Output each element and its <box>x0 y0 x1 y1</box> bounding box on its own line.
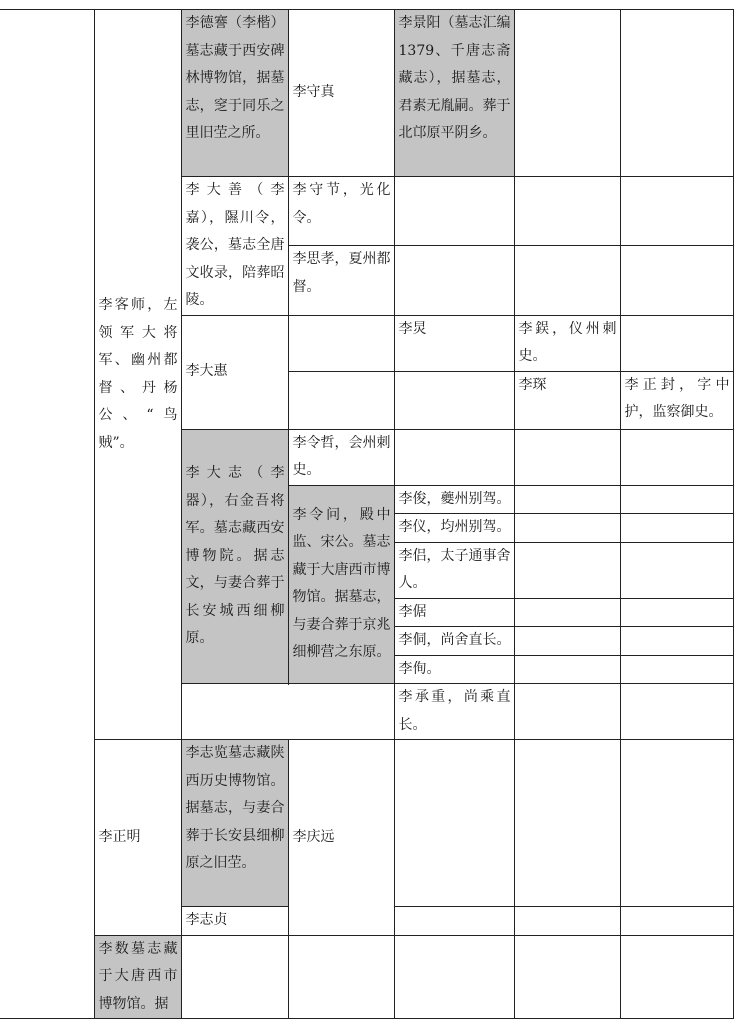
empty-cell <box>620 246 733 315</box>
empty-cell <box>514 177 620 246</box>
empty-cell <box>394 907 514 936</box>
cell-li-shoujie: 李守节，光化令。 <box>288 177 394 246</box>
cell-li-lingzhe: 李令哲，会州刺史。 <box>288 429 394 485</box>
empty-cell <box>394 740 514 907</box>
cell-li-shu: 李数墓志藏于大唐西市博物馆。据 <box>94 935 181 1019</box>
empty-cell <box>514 598 620 627</box>
cell-li-yi: 李仪，均州别驾。 <box>394 514 514 543</box>
empty-cell <box>514 655 620 684</box>
empty-cell <box>620 627 733 656</box>
empty-cell <box>288 371 394 429</box>
cell-li-tong: 李侗，尚舍直长。 <box>394 627 514 656</box>
genealogy-table <box>0 9 734 1019</box>
cell-li-zhengfeng: 李正封，字中护，监察御史。 <box>620 371 733 429</box>
cell-li-ju: 李倨 <box>394 598 514 627</box>
cell-li-dashan: 李大善（李嘉），隰川令，袭公，墓志全唐文收录，陪葬昭陵。 <box>181 177 288 316</box>
cell-li-jingyang: 李景阳（墓志汇编1379、千唐志斋藏志），据墓志，君素无胤嗣。葬于北邙原平阴乡。 <box>394 10 514 177</box>
empty-cell <box>620 485 733 514</box>
cell-li-zhizhen: 李志贞 <box>181 907 288 936</box>
empty-cell <box>514 627 620 656</box>
empty-cell <box>514 684 620 740</box>
cell-li-xun: 李侚。 <box>394 655 514 684</box>
cell-li-sixiao: 李思孝，夏州都督。 <box>288 246 394 315</box>
empty-cell <box>514 246 620 315</box>
empty-cell <box>514 740 620 907</box>
empty-cell <box>620 935 733 1019</box>
margin-cell <box>0 10 94 1019</box>
table-row <box>0 740 733 907</box>
cell-li-zhao: 李侣，太子通事舍人。 <box>394 542 514 598</box>
empty-cell <box>620 177 733 246</box>
empty-cell <box>620 514 733 543</box>
cell-li-deqian: 李德謇（李楷）墓志藏于西安碑林博物馆，据墓志，窆于同乐之里旧茔之所。 <box>181 10 288 177</box>
empty-cell <box>514 10 620 177</box>
empty-cell <box>181 935 288 1019</box>
cell-li-zhengming: 李正明 <box>94 740 181 936</box>
table-row <box>0 10 733 177</box>
empty-cell <box>514 514 620 543</box>
cell-li-lingwen: 李令问，殿中监、宋公。墓志藏于大唐西市博物馆。据墓志，与妻合葬于京兆细柳营之东原。 <box>288 485 394 684</box>
cell-li-dazhi: 李大志（李器），右金吾将军。墓志藏西安博物院。据志文，与妻合葬于长安城西细柳原。 <box>181 429 288 684</box>
empty-cell <box>620 684 733 740</box>
empty-cell <box>514 542 620 598</box>
empty-cell <box>288 315 394 371</box>
empty-cell <box>514 429 620 485</box>
empty-cell <box>514 907 620 936</box>
empty-cell <box>514 935 620 1019</box>
empty-cell <box>620 10 733 177</box>
cell-li-qingyuan: 李庆远 <box>288 740 394 936</box>
empty-cell <box>394 429 514 485</box>
empty-cell <box>620 315 733 371</box>
cell-li-ling: 李炅 <box>394 315 514 371</box>
empty-cell <box>620 542 733 598</box>
cell-li-shouzhen: 李守真 <box>288 10 394 177</box>
cell-li-zhilan: 李志览墓志藏陕西历史博物馆。据墓志，与妻合葬于长安县细柳原之旧茔。 <box>181 740 288 907</box>
empty-cell <box>394 246 514 315</box>
table-row <box>0 935 733 1019</box>
cell-li-chen: 李琛 <box>514 371 620 429</box>
cell-li-dahui: 李大惠 <box>181 315 288 429</box>
cell-li-chengzhong: 李承重，尚乘直长。 <box>394 684 514 740</box>
empty-cell <box>394 935 514 1019</box>
empty-cell <box>288 935 394 1019</box>
empty-cell <box>394 177 514 246</box>
cell-li-jun: 李俊，夔州别驾。 <box>394 485 514 514</box>
empty-cell <box>620 429 733 485</box>
empty-cell <box>620 907 733 936</box>
empty-cell <box>394 371 514 429</box>
empty-cell <box>620 655 733 684</box>
cell-li-jun-2: 李鋘，仪州刺史。 <box>514 315 620 371</box>
empty-cell <box>620 740 733 907</box>
empty-cell <box>620 598 733 627</box>
empty-cell <box>514 485 620 514</box>
cell-li-keshi: 李客师，左领军大将军、幽州都督、丹杨公、“鸟贼”。 <box>94 10 181 740</box>
